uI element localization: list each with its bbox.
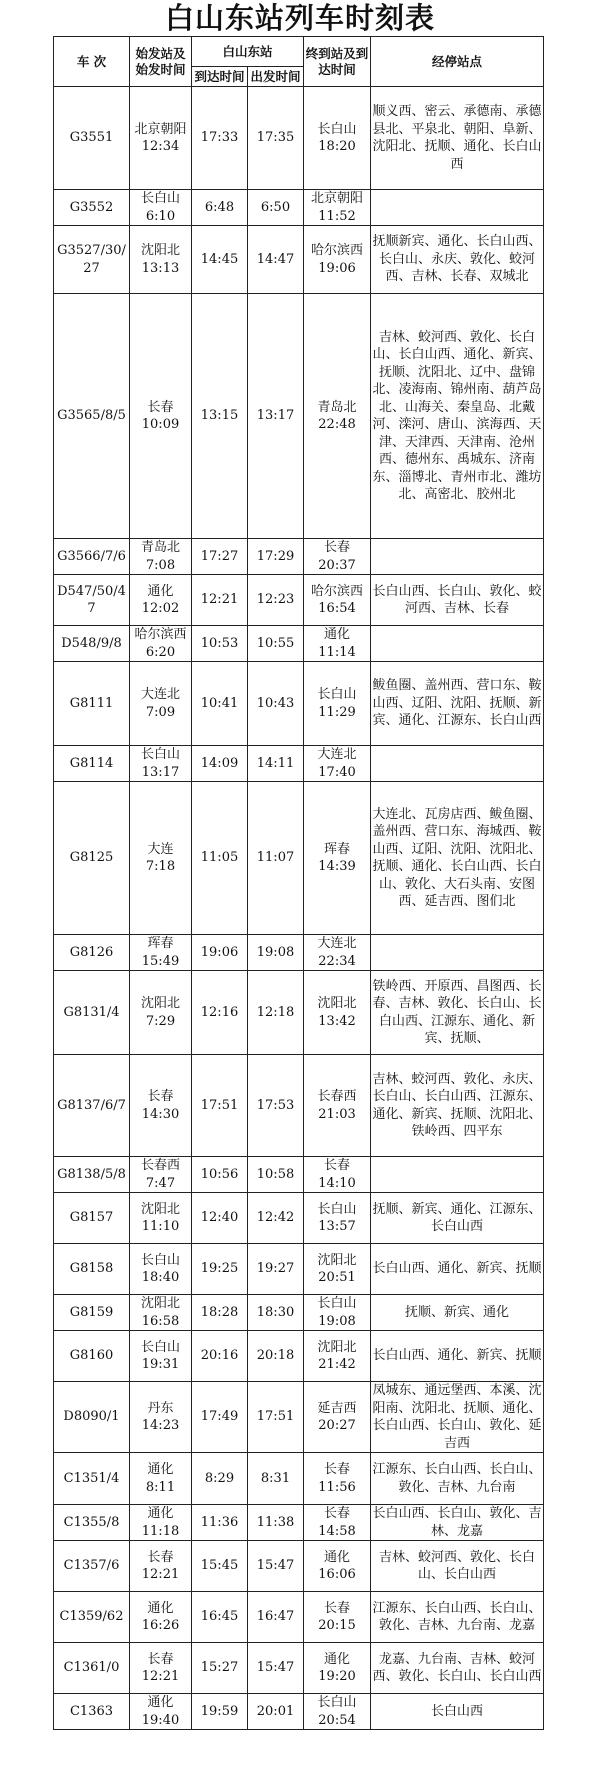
train-number-cell: G3551 bbox=[54, 87, 130, 190]
col-header-station: 白山东站 bbox=[192, 37, 304, 67]
arrival-time-cell: 13:15 bbox=[192, 294, 248, 539]
destination-time: 16:54 bbox=[318, 601, 356, 616]
table-row bbox=[54, 1453, 544, 1505]
train-number-cell: G8160 bbox=[54, 1331, 130, 1382]
stops-cell: 江源东、长白山西、长白山、敦化、吉林、九台南 bbox=[371, 1453, 544, 1505]
origin-station: 长春 bbox=[147, 399, 174, 415]
destination-station: 通化 bbox=[324, 1549, 351, 1565]
destination-station: 珲春 bbox=[324, 841, 351, 857]
col-header-stops: 经停站点 bbox=[371, 37, 544, 87]
destination-station: 长白山 bbox=[317, 1201, 357, 1217]
train-number-cell: G8158 bbox=[54, 1244, 130, 1295]
stops-cell: 长白山西、通化、新宾、抚顺 bbox=[371, 1244, 544, 1295]
stops-cell: 抚顺、新宾、通化 bbox=[371, 1295, 544, 1331]
origin-cell bbox=[130, 190, 192, 226]
destination-cell bbox=[304, 1382, 371, 1453]
arrival-time-cell: 8:29 bbox=[192, 1453, 248, 1505]
arrival-time-cell: 19:59 bbox=[192, 1694, 248, 1730]
origin-station: 通化 bbox=[147, 583, 174, 599]
table-row bbox=[54, 626, 544, 662]
departure-time-cell: 11:38 bbox=[248, 1505, 304, 1541]
destination-time: 11:14 bbox=[318, 644, 356, 660]
stops-cell: 吉林、蛟河西、敦化、长白山、长白山西、通化、新宾、抚顺、沈阳北、辽中、盘锦北、凌海南、锦州南、葫芦岛北、山海关、秦皇岛、北戴河、滦河、唐山、滨海西、天津、天津西、天津南、沧州西、德州东、禹城东、济南东、淄博北、青州市北、潍坊北、高密北、胶州北 bbox=[371, 294, 544, 539]
origin-time: 7:08 bbox=[145, 557, 176, 573]
destination-station: 长白山 bbox=[317, 687, 357, 702]
origin-station: 丹东 bbox=[147, 1400, 174, 1416]
stops-cell: 鲅鱼圈、盖州西、营口东、鞍山西、辽阳、沈阳、抚顺、新宾、通化、江源东、长白山西 bbox=[371, 662, 544, 746]
destination-cell bbox=[304, 1157, 371, 1193]
table-row bbox=[54, 1592, 544, 1643]
col-header-dest: 终到站及到达时间 bbox=[304, 37, 371, 87]
stops-cell: 长白山西、通化、新宾、抚顺 bbox=[371, 1331, 544, 1382]
destination-station: 长春西 bbox=[317, 1089, 357, 1104]
origin-station: 大连 bbox=[147, 841, 174, 857]
destination-station: 长白山 bbox=[317, 1296, 357, 1311]
table-row bbox=[54, 782, 544, 935]
destination-time: 11:29 bbox=[318, 704, 356, 720]
arrival-time-cell: 10:53 bbox=[192, 626, 248, 662]
origin-time: 14:23 bbox=[141, 1418, 180, 1433]
train-number-cell: G8137/6/7 bbox=[54, 1055, 130, 1157]
stops-cell bbox=[371, 539, 544, 575]
arrival-time-cell: 11:05 bbox=[192, 782, 248, 935]
arrival-time-cell: 12:16 bbox=[192, 971, 248, 1055]
destination-time: 21:42 bbox=[318, 1357, 356, 1372]
destination-station: 长春 bbox=[324, 1600, 351, 1616]
departure-time-cell: 10:55 bbox=[248, 626, 304, 662]
destination-time: 11:56 bbox=[318, 1479, 356, 1495]
arrival-time-cell: 19:25 bbox=[192, 1244, 248, 1295]
origin-station: 青岛北 bbox=[140, 540, 180, 555]
departure-time-cell: 20:18 bbox=[248, 1331, 304, 1382]
departure-time-cell: 15:47 bbox=[248, 1643, 304, 1694]
train-number-cell: G8138/5/8 bbox=[54, 1157, 130, 1193]
table-row bbox=[54, 1157, 544, 1193]
arrival-time-cell: 17:27 bbox=[192, 539, 248, 575]
destination-cell bbox=[304, 1694, 371, 1730]
origin-station: 沈阳北 bbox=[140, 1296, 180, 1311]
destination-time: 22:48 bbox=[318, 417, 356, 432]
destination-time: 20:37 bbox=[318, 557, 356, 573]
train-number-cell: C1355/8 bbox=[54, 1505, 130, 1541]
departure-time-cell: 10:43 bbox=[248, 662, 304, 746]
origin-cell bbox=[130, 971, 192, 1055]
origin-cell bbox=[130, 294, 192, 539]
stops-cell: 抚顺新宾、通化、长白山西、长白山、永庆、敦化、蛟河西、吉林、长春、双城北 bbox=[371, 226, 544, 294]
origin-cell bbox=[130, 1643, 192, 1694]
departure-time-cell: 10:58 bbox=[248, 1157, 304, 1193]
stops-cell bbox=[371, 626, 544, 662]
destination-station: 长春 bbox=[324, 540, 351, 555]
arrival-time-cell: 6:48 bbox=[192, 190, 248, 226]
stops-cell: 长白山西 bbox=[371, 1694, 544, 1730]
arrival-time-cell: 14:09 bbox=[192, 746, 248, 782]
origin-cell bbox=[130, 1331, 192, 1382]
table-row bbox=[54, 1055, 544, 1157]
origin-cell bbox=[130, 1244, 192, 1295]
origin-cell bbox=[130, 539, 192, 575]
departure-time-cell: 16:47 bbox=[248, 1592, 304, 1643]
table-row bbox=[54, 294, 544, 539]
train-number-cell: G3527/30/27 bbox=[54, 226, 130, 294]
table-row bbox=[54, 1331, 544, 1382]
origin-time: 7:18 bbox=[145, 859, 176, 874]
arrival-time-cell: 15:27 bbox=[192, 1643, 248, 1694]
origin-time: 13:13 bbox=[141, 260, 180, 276]
destination-station: 长白山 bbox=[317, 121, 357, 137]
origin-station: 长春西 bbox=[140, 1158, 180, 1173]
origin-time: 12:02 bbox=[141, 601, 180, 616]
departure-time-cell: 6:50 bbox=[248, 190, 304, 226]
destination-station: 大连北 bbox=[317, 747, 357, 762]
departure-time-cell: 17:51 bbox=[248, 1382, 304, 1453]
destination-station: 沈阳北 bbox=[317, 1339, 357, 1355]
destination-cell bbox=[304, 190, 371, 226]
destination-cell bbox=[304, 1055, 371, 1157]
origin-station: 长春 bbox=[147, 1549, 174, 1565]
origin-station: 长白山 bbox=[140, 1339, 180, 1355]
origin-cell bbox=[130, 662, 192, 746]
destination-cell bbox=[304, 1505, 371, 1541]
departure-time-cell: 20:01 bbox=[248, 1694, 304, 1730]
destination-time: 19:06 bbox=[318, 260, 356, 276]
origin-cell bbox=[130, 1157, 192, 1193]
destination-cell bbox=[304, 1331, 371, 1382]
train-number-cell: G3552 bbox=[54, 190, 130, 226]
destination-time: 14:58 bbox=[318, 1523, 356, 1539]
destination-station: 通化 bbox=[324, 627, 351, 642]
destination-time: 11:52 bbox=[318, 208, 356, 224]
arrival-time-cell: 12:21 bbox=[192, 575, 248, 626]
table-row bbox=[54, 190, 544, 226]
destination-station: 延吉西 bbox=[317, 1400, 357, 1416]
stops-cell: 江源东、长白山西、长白山、敦化、吉林、九台南、龙嘉 bbox=[371, 1592, 544, 1643]
destination-station: 通化 bbox=[324, 1651, 351, 1667]
destination-time: 13:57 bbox=[318, 1219, 356, 1234]
destination-cell bbox=[304, 294, 371, 539]
departure-time-cell: 18:30 bbox=[248, 1295, 304, 1331]
destination-time: 21:03 bbox=[318, 1106, 356, 1122]
train-number-cell: C1359/62 bbox=[54, 1592, 130, 1643]
origin-station: 长春 bbox=[147, 1651, 174, 1667]
destination-time: 19:08 bbox=[318, 1313, 356, 1329]
departure-time-cell: 13:17 bbox=[248, 294, 304, 539]
arrival-time-cell: 10:41 bbox=[192, 662, 248, 746]
table-row bbox=[54, 539, 544, 575]
destination-time: 13:42 bbox=[318, 1013, 356, 1029]
destination-station: 青岛北 bbox=[317, 399, 357, 415]
destination-cell bbox=[304, 1541, 371, 1592]
stops-cell: 顺义西、密云、承德南、承德县北、平泉北、朝阳、阜新、沈阳北、抚顺、通化、长白山西 bbox=[371, 87, 544, 190]
origin-station: 通化 bbox=[147, 1506, 174, 1521]
stops-cell: 长白山西、长白山、敦化、蛟河西、吉林、长春 bbox=[371, 575, 544, 626]
train-number-cell: D548/9/8 bbox=[54, 626, 130, 662]
origin-cell bbox=[130, 1055, 192, 1157]
destination-time: 14:10 bbox=[318, 1175, 356, 1191]
destination-cell bbox=[304, 1193, 371, 1244]
arrival-time-cell: 20:16 bbox=[192, 1331, 248, 1382]
origin-time: 18:40 bbox=[141, 1270, 180, 1285]
stops-cell: 凤城东、通远堡西、本溪、沈阳南、沈阳北、抚顺、通化、长白山西、长白山、敦化、延吉西 bbox=[372, 1383, 542, 1451]
arrival-time-cell: 14:45 bbox=[192, 226, 248, 294]
destination-cell bbox=[304, 746, 371, 782]
origin-cell bbox=[130, 1541, 192, 1592]
origin-station: 北京朝阳 bbox=[134, 121, 187, 137]
origin-station: 哈尔滨西 bbox=[134, 627, 187, 642]
table-row bbox=[54, 1505, 544, 1541]
origin-cell bbox=[130, 1453, 192, 1505]
train-number-cell: G8131/4 bbox=[54, 971, 130, 1055]
destination-cell bbox=[304, 1453, 371, 1505]
header-row bbox=[54, 37, 544, 67]
destination-time: 20:15 bbox=[318, 1618, 356, 1633]
train-number-cell: G8114 bbox=[54, 746, 130, 782]
destination-station: 哈尔滨西 bbox=[311, 583, 364, 599]
departure-time-cell: 11:07 bbox=[248, 782, 304, 935]
origin-time: 16:26 bbox=[141, 1618, 180, 1633]
origin-cell bbox=[130, 87, 192, 190]
origin-station: 沈阳北 bbox=[140, 1201, 180, 1217]
destination-time: 22:34 bbox=[318, 953, 356, 969]
destination-station: 大连北 bbox=[317, 936, 357, 951]
destination-time: 20:54 bbox=[318, 1712, 356, 1728]
destination-time: 16:06 bbox=[318, 1567, 356, 1582]
origin-station: 通化 bbox=[147, 1600, 174, 1616]
destination-cell bbox=[304, 662, 371, 746]
origin-time: 7:47 bbox=[145, 1175, 176, 1191]
destination-cell bbox=[304, 539, 371, 575]
departure-time-cell: 19:08 bbox=[248, 935, 304, 971]
train-number-cell: D8090/1 bbox=[54, 1382, 130, 1453]
col-header-depart: 出发时间 bbox=[248, 67, 304, 87]
destination-station: 长春 bbox=[324, 1462, 351, 1477]
origin-station: 长春 bbox=[147, 1089, 174, 1104]
origin-time: 12:34 bbox=[141, 139, 180, 154]
origin-cell bbox=[130, 226, 192, 294]
arrival-time-cell: 18:28 bbox=[192, 1295, 248, 1331]
departure-time-cell: 14:47 bbox=[248, 226, 304, 294]
train-number-cell: G8111 bbox=[54, 662, 130, 746]
train-number-cell: G8126 bbox=[54, 935, 130, 971]
origin-time: 10:09 bbox=[141, 417, 180, 432]
origin-cell bbox=[130, 1193, 192, 1244]
arrival-time-cell: 12:40 bbox=[192, 1193, 248, 1244]
origin-time: 14:30 bbox=[141, 1106, 180, 1122]
departure-time-cell: 12:18 bbox=[248, 971, 304, 1055]
table-row bbox=[54, 935, 544, 971]
destination-cell bbox=[304, 626, 371, 662]
origin-station: 通化 bbox=[147, 1695, 174, 1710]
destination-cell bbox=[304, 226, 371, 294]
stops-cell: 铁岭西、开原西、昌图西、长春、吉林、敦化、长白山、长白山西、江源东、通化、新宾、抚顺、 bbox=[371, 971, 544, 1055]
departure-time-cell: 17:35 bbox=[248, 87, 304, 190]
train-number-cell: G8159 bbox=[54, 1295, 130, 1331]
origin-time: 13:17 bbox=[141, 764, 180, 780]
origin-station: 大连北 bbox=[140, 687, 180, 702]
departure-time-cell: 17:53 bbox=[248, 1055, 304, 1157]
col-header-origin: 始发站及始发时间 bbox=[130, 37, 192, 87]
origin-cell bbox=[130, 1505, 192, 1541]
origin-time: 15:49 bbox=[141, 953, 180, 969]
destination-cell bbox=[304, 575, 371, 626]
destination-time: 20:51 bbox=[318, 1270, 356, 1285]
origin-time: 19:40 bbox=[141, 1712, 180, 1728]
destination-cell bbox=[304, 87, 371, 190]
origin-time: 11:10 bbox=[141, 1219, 180, 1234]
destination-time: 20:27 bbox=[318, 1418, 356, 1433]
destination-cell bbox=[304, 782, 371, 935]
origin-cell bbox=[130, 1694, 192, 1730]
origin-station: 珲春 bbox=[147, 936, 174, 951]
origin-station: 沈阳北 bbox=[140, 996, 180, 1011]
stops-cell: 吉林、蛟河西、敦化、永庆、长白山、长白山西、江源东、通化、新宾、抚顺、沈阳北、铁岭西、四平东 bbox=[371, 1055, 544, 1157]
col-header-arrive: 到达时间 bbox=[192, 67, 248, 87]
departure-time-cell: 14:11 bbox=[248, 746, 304, 782]
destination-time: 18:20 bbox=[318, 139, 356, 154]
origin-time: 12:21 bbox=[141, 1567, 180, 1582]
table-row bbox=[54, 1694, 544, 1730]
arrival-time-cell: 15:45 bbox=[192, 1541, 248, 1592]
table-row bbox=[54, 1193, 544, 1244]
destination-cell bbox=[304, 1244, 371, 1295]
destination-time: 17:40 bbox=[318, 764, 356, 780]
arrival-time-cell: 17:51 bbox=[192, 1055, 248, 1157]
origin-time: 11:18 bbox=[141, 1523, 180, 1539]
origin-cell bbox=[130, 1295, 192, 1331]
arrival-time-cell: 11:36 bbox=[192, 1505, 248, 1541]
origin-station: 沈阳北 bbox=[140, 243, 180, 258]
origin-time: 6:10 bbox=[145, 208, 176, 224]
train-number-cell: C1357/6 bbox=[54, 1541, 130, 1592]
arrival-time-cell: 10:56 bbox=[192, 1157, 248, 1193]
origin-time: 19:31 bbox=[141, 1357, 180, 1372]
arrival-time-cell: 17:33 bbox=[192, 87, 248, 190]
origin-cell bbox=[130, 935, 192, 971]
origin-station: 长白山 bbox=[140, 747, 180, 762]
destination-station: 沈阳北 bbox=[317, 996, 357, 1011]
origin-time: 8:11 bbox=[145, 1479, 176, 1495]
table-row bbox=[54, 87, 544, 190]
stops-cell bbox=[371, 190, 544, 226]
departure-time-cell: 19:27 bbox=[248, 1244, 304, 1295]
origin-time: 12:21 bbox=[141, 1669, 180, 1684]
departure-time-cell: 15:47 bbox=[248, 1541, 304, 1592]
destination-cell bbox=[304, 1592, 371, 1643]
train-number-cell: G8125 bbox=[54, 782, 130, 935]
train-number-cell: G3566/7/6 bbox=[54, 539, 130, 575]
table-row bbox=[54, 1643, 544, 1694]
destination-station: 长白山 bbox=[317, 1695, 357, 1710]
destination-cell bbox=[304, 935, 371, 971]
table-row bbox=[54, 746, 544, 782]
origin-cell bbox=[130, 575, 192, 626]
origin-cell bbox=[130, 626, 192, 662]
table-row bbox=[54, 1295, 544, 1331]
origin-time: 6:20 bbox=[145, 644, 176, 660]
destination-cell bbox=[304, 971, 371, 1055]
origin-station: 长白山 bbox=[140, 191, 180, 206]
origin-station: 通化 bbox=[147, 1462, 174, 1477]
page-title: 白山东站列车时刻表 bbox=[164, 1, 435, 35]
table-row bbox=[54, 226, 544, 294]
destination-station: 长春 bbox=[324, 1506, 351, 1521]
destination-station: 长春 bbox=[324, 1158, 351, 1173]
origin-cell bbox=[130, 782, 192, 935]
destination-cell bbox=[304, 1295, 371, 1331]
table-row bbox=[54, 971, 544, 1055]
stops-cell bbox=[371, 1157, 544, 1193]
departure-time-cell: 12:42 bbox=[248, 1193, 304, 1244]
destination-cell bbox=[304, 1643, 371, 1694]
stops-cell: 龙嘉、九台南、吉林、蛟河西、敦化、长白山、长白山西 bbox=[371, 1643, 544, 1694]
departure-time-cell: 8:31 bbox=[248, 1453, 304, 1505]
origin-time: 7:09 bbox=[145, 704, 176, 720]
stops-cell bbox=[371, 746, 544, 782]
arrival-time-cell: 16:45 bbox=[192, 1592, 248, 1643]
stops-cell: 吉林、蛟河西、敦化、长白山、长白山西 bbox=[371, 1541, 544, 1592]
stops-cell: 抚顺、新宾、通化、江源东、长白山西 bbox=[371, 1193, 544, 1244]
table-row bbox=[54, 575, 544, 626]
stops-cell: 大连北、瓦房店西、鲅鱼圈、盖州西、营口东、海城西、鞍山西、辽阳、沈阳、沈阳北、抚顺、通化、长白山西、长白山、敦化、大石头南、安图西、延吉西、图们北 bbox=[371, 782, 544, 935]
destination-time: 19:20 bbox=[318, 1669, 356, 1684]
col-header-train: 车 次 bbox=[54, 37, 130, 87]
train-number-cell: C1361/0 bbox=[54, 1643, 130, 1694]
origin-cell bbox=[130, 746, 192, 782]
destination-time: 14:39 bbox=[318, 859, 356, 874]
timetable-body bbox=[54, 87, 544, 1730]
stops-cell bbox=[371, 935, 544, 971]
stops-cell: 长白山西、长白山、敦化、吉林、龙嘉 bbox=[372, 1506, 542, 1539]
arrival-time-cell: 17:49 bbox=[192, 1382, 248, 1453]
table-row bbox=[54, 1382, 544, 1453]
train-number-cell: D547/50/47 bbox=[54, 575, 130, 626]
train-number-cell: C1351/4 bbox=[54, 1453, 130, 1505]
table-row bbox=[54, 1541, 544, 1592]
destination-station: 北京朝阳 bbox=[311, 191, 364, 206]
timetable bbox=[53, 36, 544, 1730]
origin-time: 7:29 bbox=[145, 1013, 176, 1029]
origin-cell bbox=[130, 1592, 192, 1643]
train-number-cell: G3565/8/5 bbox=[54, 294, 130, 539]
arrival-time-cell: 19:06 bbox=[192, 935, 248, 971]
origin-cell bbox=[130, 1382, 192, 1453]
departure-time-cell: 12:23 bbox=[248, 575, 304, 626]
departure-time-cell: 17:29 bbox=[248, 539, 304, 575]
train-number-cell: C1363 bbox=[54, 1694, 130, 1730]
destination-station: 沈阳北 bbox=[317, 1252, 357, 1268]
origin-time: 16:58 bbox=[141, 1313, 180, 1329]
destination-station: 哈尔滨西 bbox=[311, 243, 364, 258]
train-number-cell: G8157 bbox=[54, 1193, 130, 1244]
table-row bbox=[54, 662, 544, 746]
table-row bbox=[54, 1244, 544, 1295]
origin-station: 长白山 bbox=[140, 1252, 180, 1268]
